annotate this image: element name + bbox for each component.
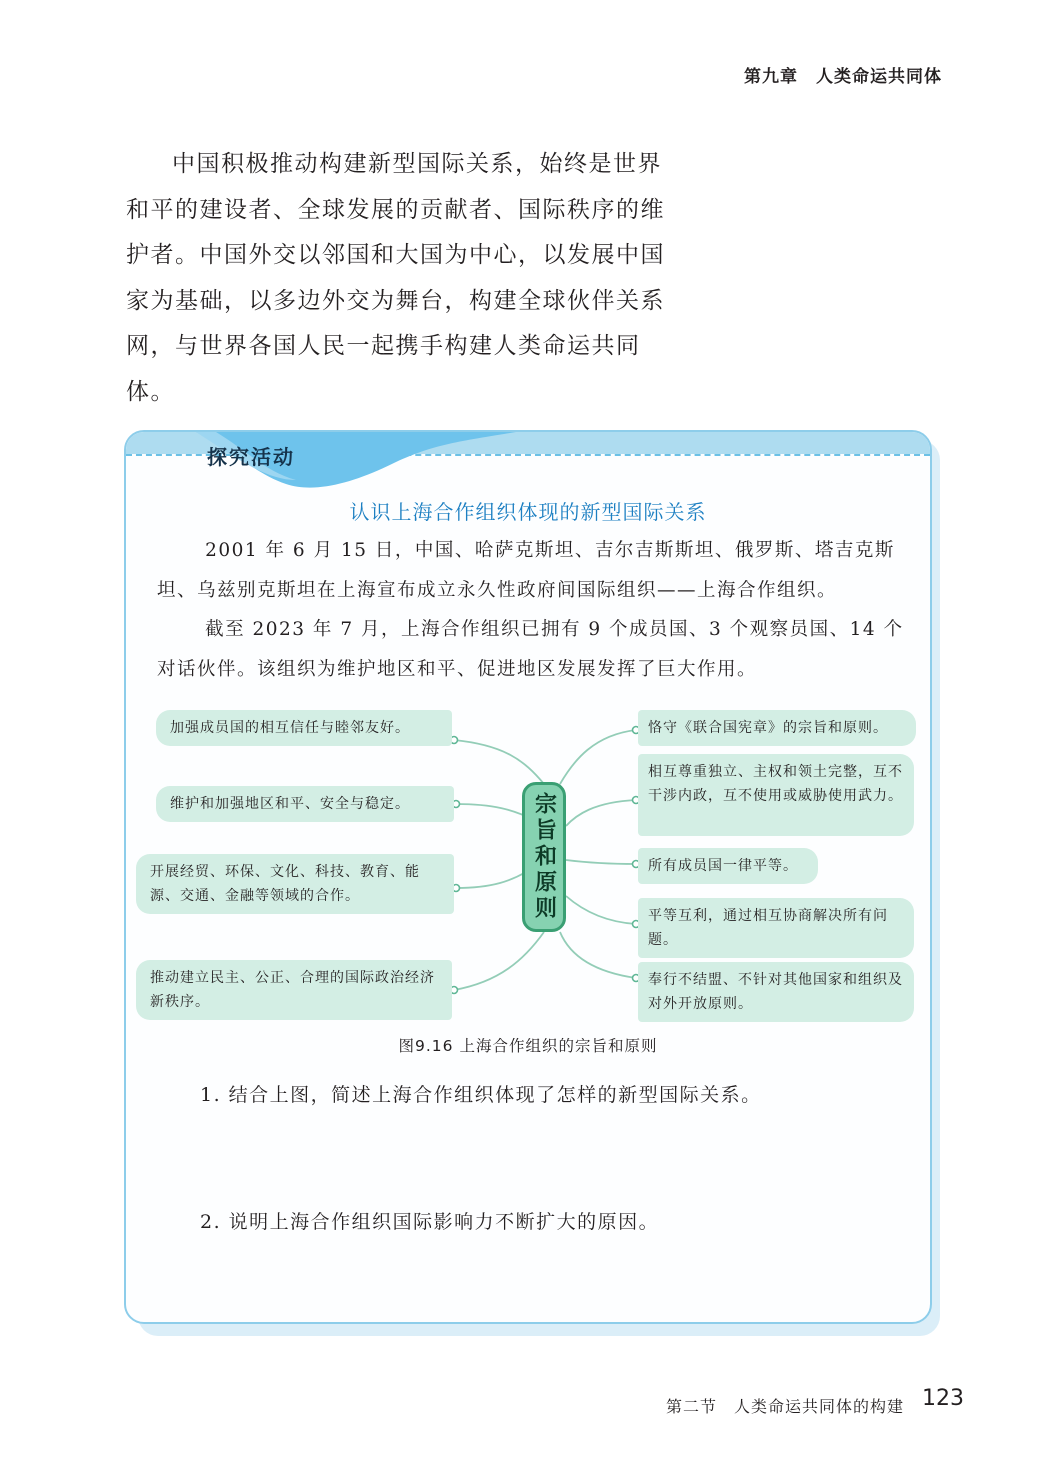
mindmap-right-node-3: 所有成员国一律平等。 <box>638 848 818 884</box>
intro-paragraph: 中国积极推动构建新型国际关系，始终是世界和平的建设者、全球发展的贡献者、国际秩序的维护者。中国外交以邻国和大国为中心，以发展中国家为基础，以多边外交为舞台，构建全球伙伴关系网，与世界各国人民一起携手构建人类命运共同体。 <box>126 151 665 405</box>
chapter-header: 第九章 人类命运共同体 <box>744 67 942 87</box>
figure-caption: 图9.16 上海合作组织的宗旨和原则 <box>398 1037 658 1055</box>
question-2: 2. 说明上海合作组织国际影响力不断扩大的原因。 <box>200 1211 660 1233</box>
mindmap-left-node-2: 维护和加强地区和平、安全与稳定。 <box>156 786 454 822</box>
activity-paragraph-1 <box>157 531 909 611</box>
paragraph-1-text: 2001 年 6 月 15 日，中国、哈萨克斯坦、吉尔吉斯斯坦、俄罗斯、塔吉克斯坦、乌兹别克斯坦在上海宣布成立永久性政府间国际组织——上海合作组织。 <box>157 540 895 601</box>
activity-title: 认识上海合作组织体现的新型国际关系 <box>349 500 707 524</box>
mindmap-right-node-5: 奉行不结盟、不针对其他国家和组织及对外开放原则。 <box>638 962 914 1022</box>
mindmap-right-node-2: 相互尊重独立、主权和领土完整，互不干涉内政，互不使用或威胁使用武力。 <box>638 754 914 836</box>
page-number: 123 <box>922 1386 964 1411</box>
mindmap-left-node-1: 加强成员国的相互信任与睦邻友好。 <box>156 710 452 746</box>
mindmap-right-node-1: 恪守《联合国宪章》的宗旨和原则。 <box>638 710 916 746</box>
mindmap-center-node: 宗旨和原则 <box>522 782 566 932</box>
mindmap <box>124 690 932 1030</box>
question-1: 1. 结合上图，简述上海合作组织体现了怎样的新型国际关系。 <box>200 1084 762 1106</box>
activity-tag: 探究活动 <box>207 445 295 469</box>
mindmap-left-node-4: 推动建立民主、公正、合理的国际政治经济新秩序。 <box>136 960 452 1020</box>
mindmap-right-node-4: 平等互利，通过相互协商解决所有问题。 <box>638 898 914 958</box>
footer-section-title: 第二节 人类命运共同体的构建 <box>665 1397 904 1416</box>
paragraph-2-text: 截至 2023 年 7 月，上海合作组织已拥有 9 个成员国、3 个观察员国、14 个对话伙伴。该组织为维护地区和平、促进地区发展发挥了巨大作用。 <box>157 619 904 680</box>
mindmap-left-node-3: 开展经贸、环保、文化、科技、教育、能源、交通、金融等领域的合作。 <box>136 854 454 914</box>
activity-paragraph-2 <box>157 610 909 690</box>
intro-text <box>126 142 666 415</box>
